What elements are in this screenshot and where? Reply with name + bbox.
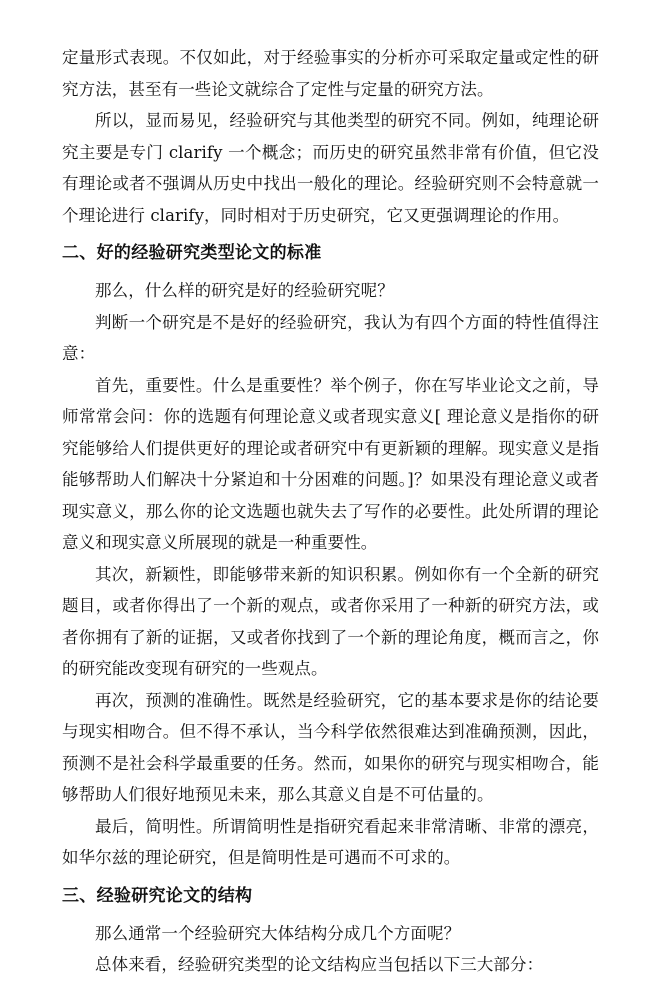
paragraph-importance: 首先，重要性。什么是重要性？举个例子，你在写毕业论文之前，导师常常会问：你的选题有何理论意义或者现实意义[ 理论意义是指你的研究能够给人们提供更好的理论或者研究中有更新颖的理解。现实意义是指能够帮助人们解决十分紧迫和十分困难的问题。]？如果没有理论意义或者现实意义，那么你的论文选题也就失去了写作的必要性。此处所谓的理论意义和现实意义所展现的就是一种重要性。 xyxy=(62,375,599,552)
paragraph-structure-question: 那么通常一个经验研究大体结构分成几个方面呢？ xyxy=(95,923,461,943)
paragraph-simplicity: 最后，简明性。所谓简明性是指研究看起来非常清晰、非常的漂亮，如华尔兹的理论研究，但是简明性是可遇而不可求的。 xyxy=(62,816,599,867)
paragraph-novelty: 其次，新颖性，即能够带来新的知识积累。例如你有一个全新的研究题目，或者你得出了一个新的观点，或者你采用了一种新的研究方法，或者你拥有了新的证据，又或者你找到了一个新的理论角度，概而言之，你的研究能改变现有研究的一些观点。 xyxy=(62,564,599,678)
paragraph-question: 那么，什么样的研究是好的经验研究呢？ xyxy=(95,281,394,300)
document-page xyxy=(62,42,599,981)
section-heading-structure: 三、经验研究论文的结构 xyxy=(62,885,253,906)
paragraph-three-parts: 总体来看，经验研究类型的论文结构应当包括以下三大部分： xyxy=(95,955,544,974)
paragraph-four-aspects: 判断一个研究是不是好的经验研究，我认为有四个方面的特性值得注意： xyxy=(62,312,599,363)
paragraph-empirical-vs-other: 所以，显而易见，经验研究与其他类型的研究不同。例如，纯理论研究主要是专门 clarify 一个概念；而历史的研究虽然非常有价值，但它没有理论或者不强调从历史中找出一般化的理论。经验研究则不会特意就一个理论进行 clarify，同时相对于历史研究，它又更强调理论的作用。 xyxy=(62,111,599,225)
paragraph-prediction-accuracy: 再次，预测的准确性。既然是经验研究，它的基本要求是你的结论要与现实相吻合。但不得不承认，当今科学依然很难达到准确预测，因此，预测不是社会科学最重要的任务。然而，如果你的研究与现实相吻合，能够帮助人们很好地预见未来，那么其意义自是不可估量的。 xyxy=(62,690,599,804)
section-heading-standards: 二、好的经验研究类型论文的标准 xyxy=(62,243,322,263)
paragraph-continued: 定量形式表现。不仅如此，对于经验事实的分析亦可采取定量或定性的研究方法，甚至有一些论文就综合了定性与定量的研究方法。 xyxy=(62,48,599,99)
